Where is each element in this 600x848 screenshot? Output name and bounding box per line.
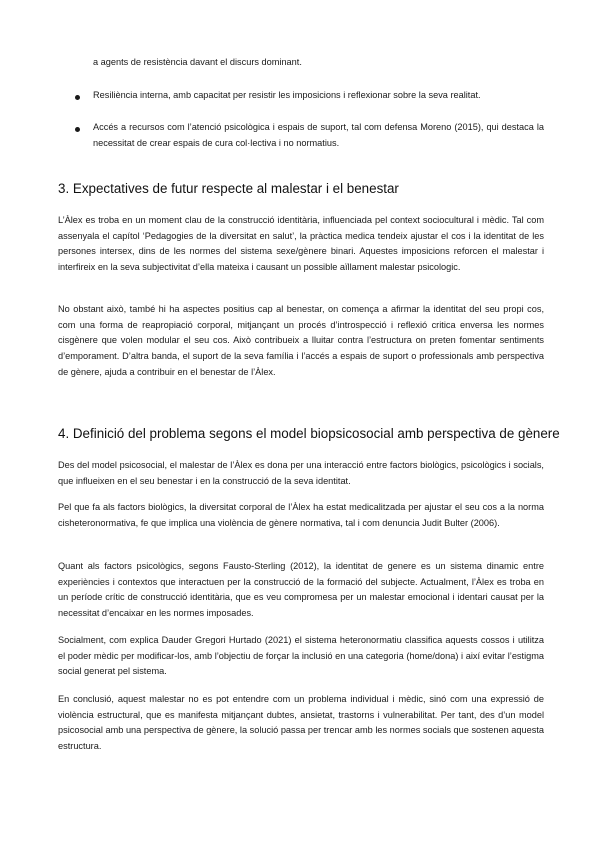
bullet-dot	[75, 95, 80, 100]
bullet-continuation: a agents de resistència davant el discurs dominant.	[93, 57, 302, 67]
bullet-dot	[75, 127, 80, 132]
section-3-heading: 3. Expectatives de futur respecte al malestar i el benestar	[58, 181, 399, 196]
section-4-paragraph: Pel que fa als factors biològics, la diversitat corporal de l’Àlex ha estat medicalitzada per ajustar el seu cos a la norma cisheteronormativa, fe que implica una violència de gènere normativa, tal i com denuncia Judit Bulter (2006).	[58, 502, 544, 528]
section-4-paragraph: Des del model psicosocial, el malestar de l’Àlex es dona per una interacció entre factors biològics, psicològics i socials, que influeixen en el seu benestar i en la construcció de la seva identitat.	[58, 460, 544, 486]
section-3-paragraph: L’Àlex es troba en un moment clau de la construcció identitària, influenciada pel context sociocultural i mèdic. Tal com assenyala el capítol ‘Pedagogies de la diversitat en salut’, la pràctica medica tendeix ajustar el cos i la identitat de les persones intersex, dins de les normes del sistema sexe/gènere binari. Aquestes imposicions reforcen el malestar i interfireix en la seva subjectivitat d’ella mateixa i causant un possible aïllament malestar psicologic.	[58, 215, 544, 273]
bullet-item-resources: Accés a recursos com l’atenció psicològica i espais de suport, tal com defensa Moreno (2015), qui destaca la necessitat de crear espais de cura col·lectiva i no normatius.	[93, 122, 544, 148]
section-4-paragraph: Socialment, com explica Dauder Gregori Hurtado (2021) el sistema heteronormatiu classifica aquests cossos i utilitza el poder mèdic per modificar-los, amb l’objectiu de forçar la inclusió en una categoria (home/dona) i així evitar l’estigma social generat pel sistema.	[58, 635, 544, 677]
section-4-paragraph: En conclusió, aquest malestar no es pot entendre com un problema individual i mèdic, sinó com una expressió de violència estructural, que es manifesta mitjançant dubtes, ansietat, trastorns i vulnerabilitat. Per tant, des d’un model psicosocial amb una perspectiva de gènere, la solució passa per trencar amb les normes socials que sostenen aquesta estructura.	[58, 694, 544, 752]
section-3-paragraph: No obstant això, també hi ha aspectes positius cap al benestar, on comença a afirmar la identitat del seu propi cos, com una forma de reapropiació corporal, mitjançant un procés d’introspecció i reflexió critica enversa les normes cisgènere que volen modular el seu cos. Això contribueix a lluitar contra l’estructura on preten fomentar sentiments d’emporament. D’altra banda, el suport de la seva família i l’accés a espais de suport o professionals amb perspectiva de gènere, ajuda a contribuir en el benestar de l’Àlex.	[58, 304, 544, 377]
bullet-item-resilience: Resiliència interna, amb capacitat per resistir les imposicions i reflexionar sobre la seva realitat.	[93, 90, 481, 100]
section-4-paragraph: Quant als factors psicològics, segons Fausto-Sterling (2012), la identitat de genere es un sistema dinamic entre experiències i contextos que interactuen per la construcció de la formació del subjecte. Actualment, l’Àlex es troba en un període crític de construcció identitària, que es veu compromesa per un malestar emocional i identari causat per la necessitat d’encaixar en les normes imposades.	[58, 561, 544, 619]
section-4-heading: 4. Definició del problema segons el model biopsicosocial amb perspectiva de gènere	[58, 426, 560, 441]
